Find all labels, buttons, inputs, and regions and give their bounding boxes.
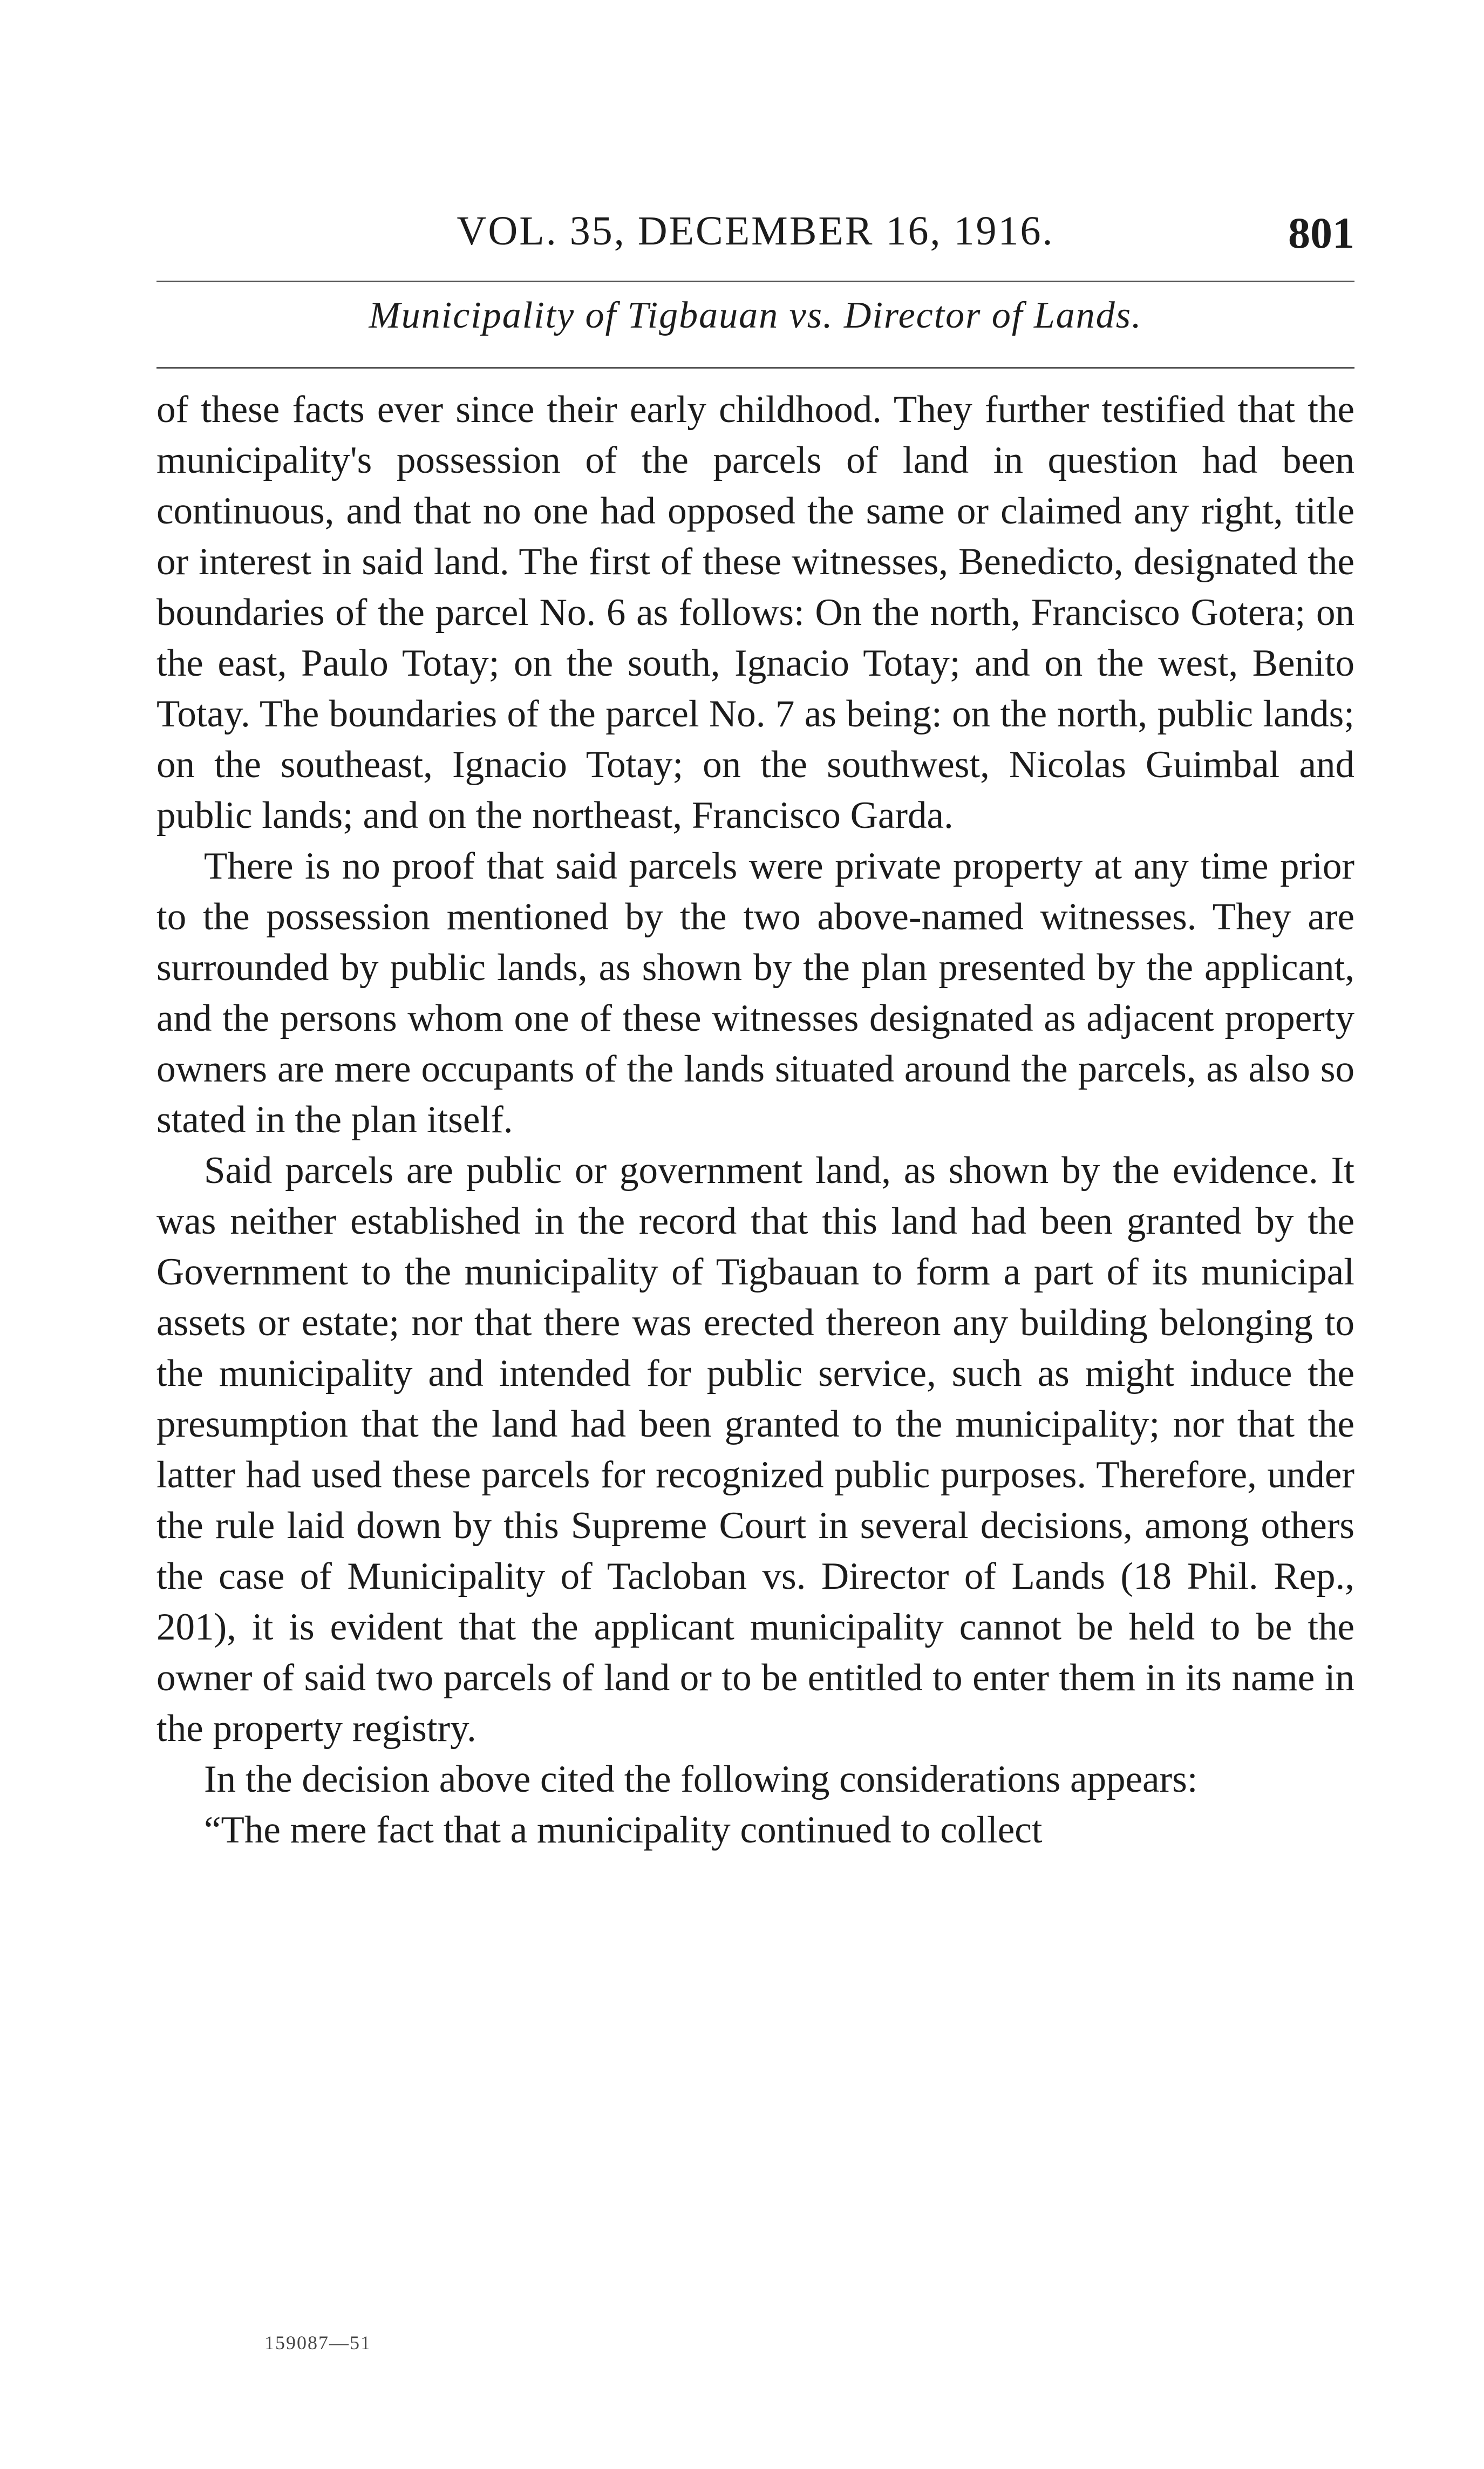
body-text [156, 384, 1354, 1855]
paragraph-3: Said parcels are public or government land, as shown by the evidence. It was neither established in the record that this land had been granted by the Government to the municipality of Tigbauan to form a part of its municipal assets or estate; nor that there was erected thereon any building belonging to the municipality and intended for public service, such as might induce the presumption that the land had been granted to the municipality; nor that the latter had used these parcels for recognized public purposes. Therefore, under the rule laid down by this Supreme Court in several decisions, among others the case of Municipality of Tacloban vs. Director of Lands (18 Phil. Rep., 201), it is evident that the applicant municipality cannot be held to be the owner of said two parcels of land or to be entitled to enter them in its name in the property registry. [156, 1150, 1354, 1750]
paragraph-2: There is no proof that said parcels were private property at any time prior to the possession mentioned by the two above-named witnesses. They are surrounded by public lands, as shown by the plan presented by the applicant, and the persons whom one of these witnesses designated as adjacent property owners are mere occupants of the lands situated around the parcels, as also so stated in the plan itself. [156, 845, 1354, 1141]
paragraph-5: “The mere fact that a municipality continued to collect [204, 1809, 1043, 1851]
header-rule-top [156, 281, 1354, 282]
page-number: 801 [1288, 208, 1354, 257]
header-rule-bottom [156, 367, 1354, 369]
paragraph-4: In the decision above cited the following considerations appears: [204, 1758, 1198, 1800]
print-code: 159087—51 [264, 2332, 371, 2354]
running-head [156, 208, 1354, 273]
paragraph-1: of these facts ever since their early childhood. They further testified that the municipality's possession of the parcels of land in question had been continuous, and that no one had opposed the same or claimed any right, title or interest in said land. The first of these witnesses, Benedicto, designated the boundaries of the parcel No. 6 as follows: On the north, Francisco Gotera; on the east, Paulo Totay; on the south, Ignacio Totay; and on the west, Benito Totay. The boundaries of the parcel No. 7 as being: on the north, public lands; on the southeast, Ignacio Totay; on the southwest, Nicolas Guimbal and public lands; and on the northeast, Francisco Garda. [156, 389, 1354, 836]
case-title: Municipality of Tigbauan vs. Director of Lands. [369, 295, 1142, 336]
volume-date-line: VOL. 35, DECEMBER 16, 1916. [457, 208, 1054, 254]
